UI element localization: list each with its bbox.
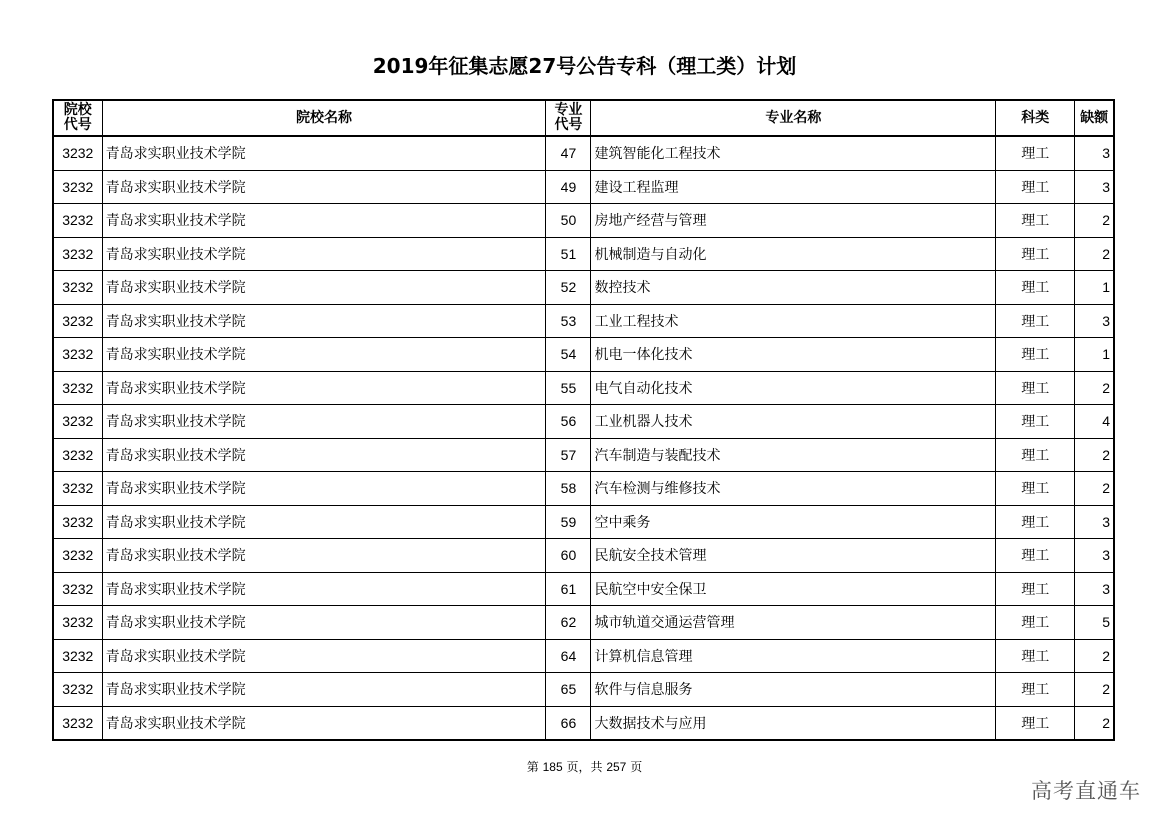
table-row	[53, 136, 1114, 170]
cell-school-code: 3232	[53, 505, 102, 539]
cell-major-code: 59	[546, 505, 591, 539]
cell-major-name: 汽车制造与装配技术	[591, 438, 996, 472]
cell-school-code: 3232	[53, 706, 102, 740]
cell-major-name: 民航空中安全保卫	[591, 572, 996, 606]
cell-school-name: 青岛求实职业技术学院	[102, 304, 546, 338]
cell-school-code: 3232	[53, 237, 102, 271]
table-row	[53, 639, 1114, 673]
cell-school-name: 青岛求实职业技术学院	[102, 136, 546, 170]
cell-category: 理工	[996, 472, 1075, 506]
cell-major-code: 55	[546, 371, 591, 405]
current-page-number: 185	[542, 760, 563, 774]
cell-school-code: 3232	[53, 572, 102, 606]
cell-school-name: 青岛求实职业技术学院	[102, 472, 546, 506]
cell-school-name: 青岛求实职业技术学院	[102, 639, 546, 673]
cell-major-name: 房地产经营与管理	[591, 204, 996, 238]
total-pages: 257	[606, 760, 627, 774]
table-header-row	[53, 100, 1114, 136]
header-school-name: 院校名称	[102, 100, 546, 136]
cell-major-name: 软件与信息服务	[591, 673, 996, 707]
cell-major-name: 数控技术	[591, 271, 996, 305]
cell-category: 理工	[996, 405, 1075, 439]
page-footer: 第 185 页，共 257 页	[526, 760, 643, 774]
cell-major-code: 49	[546, 170, 591, 204]
watermark-text: 高考直通车	[1031, 779, 1141, 803]
cell-school-name: 青岛求实职业技术学院	[102, 271, 546, 305]
cell-major-code: 56	[546, 405, 591, 439]
cell-school-code: 3232	[53, 472, 102, 506]
table-row	[53, 472, 1114, 506]
header-category: 科类	[996, 100, 1075, 136]
cell-category: 理工	[996, 539, 1075, 573]
cell-major-code: 57	[546, 438, 591, 472]
cell-school-name: 青岛求实职业技术学院	[102, 371, 546, 405]
cell-category: 理工	[996, 639, 1075, 673]
table-row	[53, 204, 1114, 238]
cell-major-name: 工业工程技术	[591, 304, 996, 338]
cell-major-name: 空中乘务	[591, 505, 996, 539]
cell-major-name: 电气自动化技术	[591, 371, 996, 405]
cell-school-name: 青岛求实职业技术学院	[102, 706, 546, 740]
cell-major-name: 工业机器人技术	[591, 405, 996, 439]
cell-major-code: 52	[546, 271, 591, 305]
cell-category: 理工	[996, 606, 1075, 640]
cell-quota: 3	[1075, 572, 1114, 606]
cell-school-name: 青岛求实职业技术学院	[102, 338, 546, 372]
cell-school-name: 青岛求实职业技术学院	[102, 204, 546, 238]
cell-major-code: 53	[546, 304, 591, 338]
cell-school-name: 青岛求实职业技术学院	[102, 539, 546, 573]
cell-quota: 2	[1075, 706, 1114, 740]
cell-category: 理工	[996, 438, 1075, 472]
cell-major-code: 54	[546, 338, 591, 372]
table-row	[53, 606, 1114, 640]
cell-quota: 3	[1075, 136, 1114, 170]
cell-school-name: 青岛求实职业技术学院	[102, 673, 546, 707]
table-row	[53, 505, 1114, 539]
cell-school-code: 3232	[53, 271, 102, 305]
cell-quota: 2	[1075, 371, 1114, 405]
cell-category: 理工	[996, 338, 1075, 372]
cell-major-name: 城市轨道交通运营管理	[591, 606, 996, 640]
cell-major-code: 47	[546, 136, 591, 170]
cell-category: 理工	[996, 371, 1075, 405]
cell-major-code: 58	[546, 472, 591, 506]
document-title: 2019年征集志愿27号公告专科（理工类）计划	[372, 54, 797, 78]
cell-major-name: 机械制造与自动化	[591, 237, 996, 271]
cell-quota: 4	[1075, 405, 1114, 439]
table-row	[53, 304, 1114, 338]
table-row	[53, 438, 1114, 472]
cell-quota: 2	[1075, 673, 1114, 707]
cell-school-name: 青岛求实职业技术学院	[102, 405, 546, 439]
cell-school-code: 3232	[53, 438, 102, 472]
cell-major-name: 民航安全技术管理	[591, 539, 996, 573]
header-school-code: 院校 代号	[53, 100, 102, 136]
cell-school-code: 3232	[53, 639, 102, 673]
cell-major-code: 62	[546, 606, 591, 640]
cell-quota: 2	[1075, 472, 1114, 506]
table-row	[53, 673, 1114, 707]
cell-school-name: 青岛求实职业技术学院	[102, 505, 546, 539]
table-row	[53, 572, 1114, 606]
cell-school-name: 青岛求实职业技术学院	[102, 237, 546, 271]
enrollment-plan-table	[52, 99, 1115, 741]
cell-school-name: 青岛求实职业技术学院	[102, 170, 546, 204]
cell-school-name: 青岛求实职业技术学院	[102, 438, 546, 472]
cell-school-code: 3232	[53, 673, 102, 707]
cell-category: 理工	[996, 572, 1075, 606]
cell-major-name: 计算机信息管理	[591, 639, 996, 673]
cell-category: 理工	[996, 136, 1075, 170]
cell-category: 理工	[996, 237, 1075, 271]
cell-school-code: 3232	[53, 136, 102, 170]
cell-major-code: 66	[546, 706, 591, 740]
cell-major-name: 大数据技术与应用	[591, 706, 996, 740]
table-body	[53, 136, 1114, 740]
cell-quota: 2	[1075, 204, 1114, 238]
cell-quota: 2	[1075, 438, 1114, 472]
cell-major-code: 65	[546, 673, 591, 707]
cell-quota: 5	[1075, 606, 1114, 640]
cell-quota: 3	[1075, 170, 1114, 204]
cell-school-name: 青岛求实职业技术学院	[102, 572, 546, 606]
cell-quota: 3	[1075, 304, 1114, 338]
table-row	[53, 706, 1114, 740]
cell-school-code: 3232	[53, 405, 102, 439]
cell-quota: 1	[1075, 338, 1114, 372]
header-quota: 缺额	[1075, 100, 1114, 136]
cell-school-code: 3232	[53, 539, 102, 573]
cell-quota: 2	[1075, 639, 1114, 673]
cell-category: 理工	[996, 673, 1075, 707]
cell-major-name: 建设工程监理	[591, 170, 996, 204]
table-row	[53, 371, 1114, 405]
cell-quota: 1	[1075, 271, 1114, 305]
cell-category: 理工	[996, 304, 1075, 338]
cell-major-code: 51	[546, 237, 591, 271]
cell-quota: 2	[1075, 237, 1114, 271]
cell-school-code: 3232	[53, 304, 102, 338]
table-row	[53, 271, 1114, 305]
cell-category: 理工	[996, 271, 1075, 305]
cell-major-code: 61	[546, 572, 591, 606]
table-row	[53, 405, 1114, 439]
cell-school-code: 3232	[53, 606, 102, 640]
header-major-code: 专业 代号	[546, 100, 591, 136]
cell-school-code: 3232	[53, 204, 102, 238]
cell-category: 理工	[996, 505, 1075, 539]
cell-school-code: 3232	[53, 371, 102, 405]
cell-school-name: 青岛求实职业技术学院	[102, 606, 546, 640]
cell-category: 理工	[996, 706, 1075, 740]
cell-major-code: 60	[546, 539, 591, 573]
cell-major-code: 50	[546, 204, 591, 238]
cell-school-code: 3232	[53, 170, 102, 204]
cell-school-code: 3232	[53, 338, 102, 372]
cell-category: 理工	[996, 204, 1075, 238]
cell-quota: 3	[1075, 505, 1114, 539]
table-row	[53, 170, 1114, 204]
table-row	[53, 338, 1114, 372]
header-major-name: 专业名称	[591, 100, 996, 136]
cell-major-name: 机电一体化技术	[591, 338, 996, 372]
cell-major-name: 建筑智能化工程技术	[591, 136, 996, 170]
table-row	[53, 539, 1114, 573]
table-row	[53, 237, 1114, 271]
cell-quota: 3	[1075, 539, 1114, 573]
cell-major-code: 64	[546, 639, 591, 673]
cell-category: 理工	[996, 170, 1075, 204]
cell-major-name: 汽车检测与维修技术	[591, 472, 996, 506]
